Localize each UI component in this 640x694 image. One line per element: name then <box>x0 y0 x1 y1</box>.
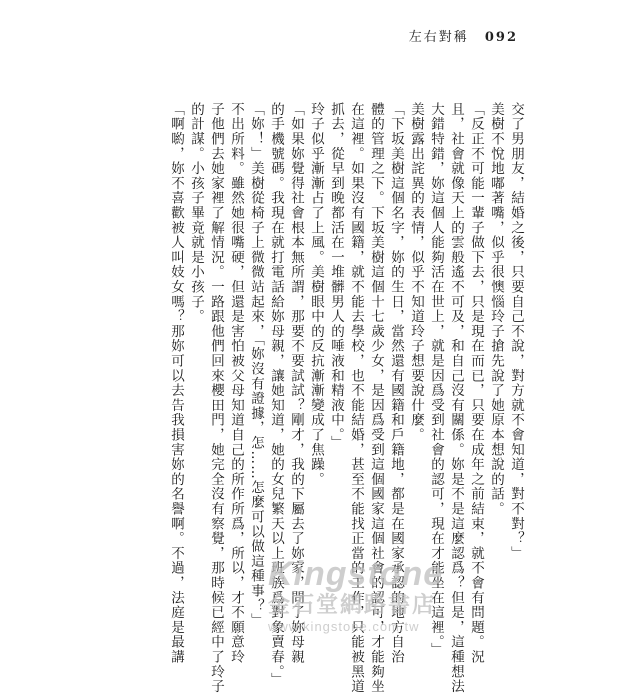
text-column: 的手機號碼。我現在就打電話給妳母親，讓她知道，她的女兒繁天以上班族爲對象賣春。」 <box>268 102 284 688</box>
text-column: 的計謀。小孩子畢竟就是小孩子。 <box>188 102 204 324</box>
text-column: 體的管理之下。下坂美樹這個十七歲少女，是因爲受到這個國家這個社會的認可，才能夠坐 <box>368 102 384 694</box>
text-column: 且，社會就像天上的雲般遙不可及，和自己沒有關係。妳是不是這麼認爲？但是，這種想法 <box>448 102 464 694</box>
text-column: 玲子似乎漸漸占了上風。美樹眼中的反抗漸漸變成了焦躁。 <box>308 102 324 487</box>
text-column: 交了男朋友，結婚之後，只要自己不說，對方就不會知道，對不對？」 <box>508 102 524 561</box>
watermark-name: 金石堂網路書店 <box>268 592 437 617</box>
text-column: 在這裡。如果沒有國籍，就不能去學校，也不能結婚，甚至不能找正當的工作，只能被黑道 <box>348 102 364 694</box>
watermark-url: www.kingstone.com.tw <box>268 619 420 634</box>
text-column: 「啊喲，妳不喜歡被人叫妓女嗎？那妳可以去告我損害妳的名譽啊。不過，法庭是最講 <box>168 102 184 665</box>
page-header <box>409 26 518 45</box>
text-column: 美樹露出詫異的表情，似乎不知道玲子想要說什麼。 <box>408 102 424 443</box>
text-column: 大錯特錯，妳這個人能夠活在世上，就是因爲受到社會的認可，現在才能坐在這裡。」 <box>428 102 444 658</box>
text-column: 抓去，從早到晚都活在一堆髒男人的唾液和精液中。」 <box>328 102 344 451</box>
text-column: 美樹不悅地嘟著嘴，似乎很懊惱玲子搶先說了她原本想說的話。 <box>488 102 504 517</box>
text-column: 「如果妳覺得社會根本無所謂，那要不要試試？剛才，我的下屬去了妳家，問了妳母親 <box>288 102 304 665</box>
running-title: 左右對稱 <box>408 30 469 45</box>
watermark-logo: Kingstone <box>268 555 444 593</box>
text-column: 不出所料。雖然她很嘴硬，但還是害怕被父母知道自己的所作所爲，所以，才不願意玲 <box>228 102 244 665</box>
text-column: 子他們去她家裡了解情況。一路跟他們回來櫻田門，她完全沒有察覺，那時候已經中了玲子 <box>208 102 224 694</box>
page-number: 092 <box>484 30 518 45</box>
text-column: 「妳！」美樹從椅子上微微站起來，「妳沒有證據，怎……怎麼可以做這種事？」 <box>248 102 264 629</box>
text-column: 「反正不可能一輩子做下去，只是現在而已，只要在成年之前結束，就不會有問題。況 <box>468 102 484 665</box>
text-column: 「下坂美樹這個名字，妳的生日，當然還有國籍和戶籍地，都是在國家承認的地方自治 <box>388 102 404 665</box>
